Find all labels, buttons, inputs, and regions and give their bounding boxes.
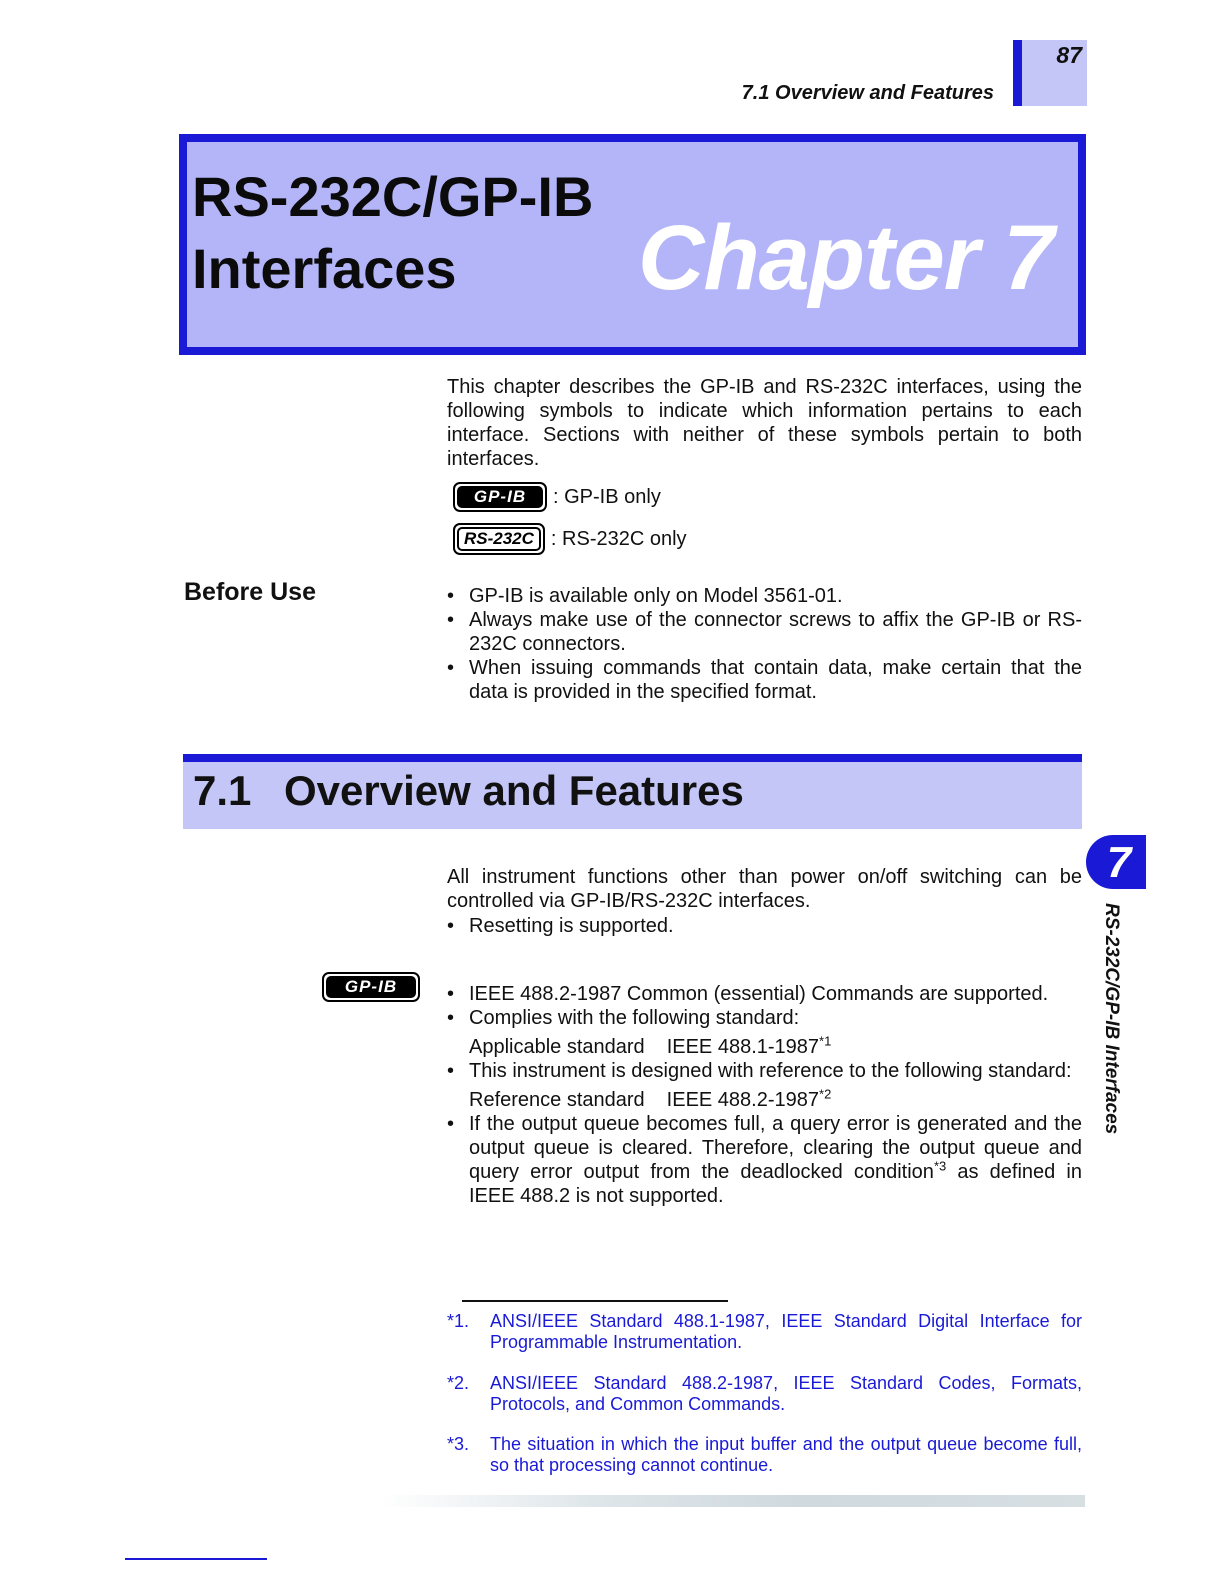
gpib-badge-text: GP-IB (326, 976, 416, 998)
before-use-heading: Before Use (184, 578, 316, 606)
page-number: 87 (1056, 42, 1082, 68)
list-item: • Complies with the following standard: (447, 1006, 1082, 1030)
footnote-mark: *3. (447, 1434, 470, 1454)
footnote-text: ANSI/IEEE Standard 488.2-1987, IEEE Standard Codes, Formats, Protocols, and Common Commands. (490, 1373, 1082, 1414)
gpib-badge-text: GP-IB (457, 486, 543, 508)
rs232c-badge-icon (453, 523, 545, 555)
gpib-badge-icon (453, 482, 547, 512)
chapter-title-line1: RS-232C/GP-IB (192, 165, 594, 228)
page-bottom-strip (380, 1495, 1085, 1507)
chapter-title-line2: Interfaces (192, 237, 457, 300)
footnote-2 (447, 1373, 1082, 1415)
rs232c-badge-text: RS-232C (457, 527, 541, 551)
gpib-features-list (447, 982, 1082, 1208)
applicable-standard-line (447, 1035, 1082, 1059)
output-queue-text-end: as defined in IEEE 488.2 is not supported. (469, 1161, 1082, 1207)
list-item: • This instrument is designed with reference to the following standard: (447, 1059, 1082, 1083)
footnote-ref-1: *1 (819, 1033, 832, 1049)
reference-standard-value: IEEE 488.2-1987 (666, 1089, 820, 1111)
section-title: Overview and Features (284, 767, 744, 814)
output-queue-text: If the output queue becomes full, a query error is generated and the output queue is cleared. Therefore, clearing the output queue and query error output from the deadlocked condition (469, 1113, 1082, 1183)
gpib-margin-marker (322, 972, 420, 1002)
applicable-standard-label: Applicable standard (469, 1036, 645, 1058)
reference-standard-line (447, 1088, 1082, 1112)
footnote-rule (462, 1300, 728, 1302)
legend-gpib-label: : GP-IB only (553, 485, 661, 508)
footnote-3 (447, 1434, 1082, 1476)
legend-rs232c-label: : RS-232C only (550, 527, 687, 550)
chapter-tab-label: RS-232C/GP-IB Interfaces (1101, 903, 1122, 1135)
list-item (447, 1112, 1082, 1208)
chapter-label: Chapter 7 (638, 207, 1054, 309)
list-item: • GP-IB is available only on Model 3561-01. (447, 584, 1082, 608)
section-number: 7.1 (193, 767, 252, 814)
list-item: • When issuing commands that contain data, make certain that the data is provided in the specified format. (447, 656, 1082, 704)
footnote-mark: *1. (447, 1311, 470, 1331)
footnote-ref-2: *2 (819, 1086, 832, 1102)
gpib-badge-icon (322, 972, 420, 1002)
footnote-text: ANSI/IEEE Standard 488.1-1987, IEEE Standard Digital Interface for Programmable Instrumentation. (490, 1311, 1082, 1352)
running-header-section: 7.1 Overview and Features (741, 82, 994, 104)
legend-gpib (453, 482, 661, 512)
reference-standard-label: Reference standard (469, 1089, 645, 1111)
overview-list (447, 914, 1082, 938)
footnote-mark: *2. (447, 1373, 470, 1393)
chapter-tab-number: 7 (1106, 838, 1132, 887)
legend-rs232c (453, 523, 687, 555)
header-accent-bar (1013, 40, 1022, 106)
list-item: • Always make use of the connector screws to affix the GP-IB or RS-232C connectors. (447, 608, 1082, 656)
list-item: • Resetting is supported. (447, 914, 1082, 938)
footnote-ref-3: *3 (933, 1158, 947, 1174)
before-use-list (447, 584, 1082, 704)
footnote-text: The situation in which the input buffer and the output queue become full, so that processing cannot continue. (490, 1434, 1082, 1475)
footnote-1 (447, 1311, 1082, 1353)
list-item: • IEEE 488.2-1987 Common (essential) Commands are supported. (447, 982, 1082, 1006)
chapter-intro-text: This chapter describes the GP-IB and RS-232C interfaces, using the following symbols to indicate which information pertains to each interface. Sections with neither of these symbols pertain to both interfaces. (447, 376, 1082, 470)
overview-text: All instrument functions other than power on/off switching can be controlled via GP-IB/RS-232C interfaces. (447, 866, 1082, 912)
applicable-standard-value: IEEE 488.1-1987 (666, 1036, 820, 1058)
bottom-rule (125, 1558, 267, 1560)
